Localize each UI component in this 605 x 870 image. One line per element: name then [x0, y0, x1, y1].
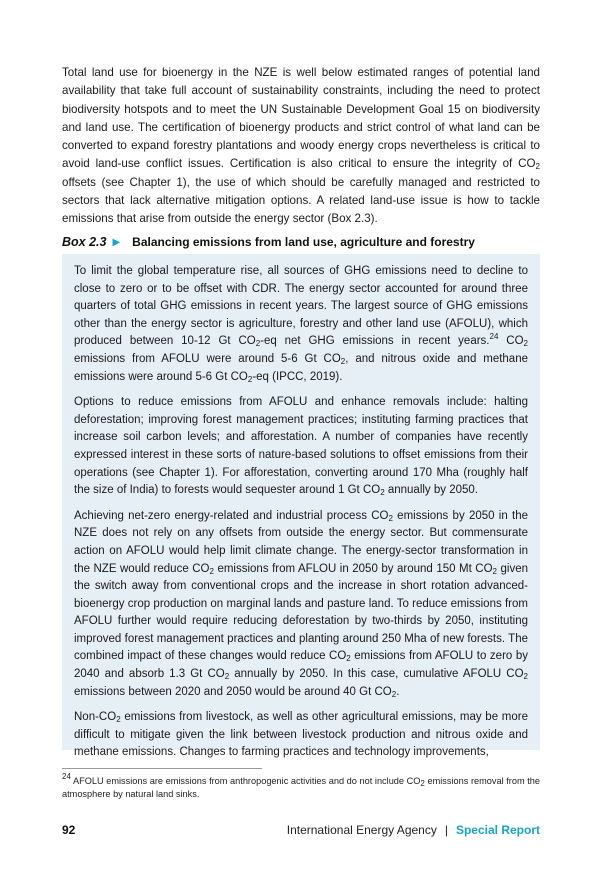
- publisher-name: International Energy Agency: [286, 823, 437, 837]
- box-title: [62, 233, 540, 251]
- box-heading: Balancing emissions from land use, agriculture and forestry: [132, 235, 475, 249]
- page-number: 92: [62, 823, 76, 837]
- intro-paragraph: Total land use for bioenergy in the NZE is well below estimated ranges of potential land availability that take full account of sustainability constraints, including the need to protect biodiversity hotspots and to meet the UN Sustainable Development Goal 15 on biodiversity and land use. The certification of bioenergy products and strict control of what land can be converted to expand forestry plantations and woody energy crops nevertheless is critical to avoid land-use conflict issues. Certification is also critical to ensure the integrity of $CO_2$ offsets (see Chapter 1), the use of which should be carefully managed and restricted to sectors that lack alternative mitigation options. A related land-use issue is how to tackle emissions that arise from outside the energy sector (Box 2.3).: [62, 66, 540, 226]
- footnote: $^{24}$ AFOLU emissions are emissions from anthropogenic activities and do not include $CO_2$ emissions removal from the atmosphere by natural land sinks.: [62, 772, 540, 799]
- page-footer: [62, 822, 540, 838]
- footnote-divider: [62, 768, 262, 769]
- box-panel: [62, 254, 540, 759]
- footer-divider: |: [444, 823, 448, 837]
- box-paragraph-3: Achieving net-zero energy-related and industrial process $CO_2$ emissions by 2050 in the NZE does not rely on any offsets from outside the energy sector. But commensurate action on AFOLU would help limit climate change. The energy-sector transformation in the NZE would reduce $CO_2$ emissions from AFLOU in 2050 by around 150 Mt $CO_2$ given the switch away from conventional crops and the increase in short rotation advanced-bioenergy crop production on marginal lands and pasture land. To reduce emissions from AFOLU further would require reducing deforestation by two-thirds by 2050, instituting improved forest management practices and planting around 250 Mha of new forests. The combined impact of these changes would reduce $CO_2$ emissions from AFOLU to zero by 2040 and absorb 1.3 Gt $CO_2$ annually by 2050. In this case, cumulative AFOLU $CO_2$ emissions between 2020 and 2050 would be around 40 Gt $CO_2$.: [74, 509, 528, 699]
- footnote-number: 24: [62, 772, 71, 781]
- report-type: Special Report: [455, 823, 540, 837]
- triangle-right-icon: ▶: [112, 236, 121, 248]
- box-paragraph-2: Options to reduce emissions from AFOLU and enhance removals include: halting deforestation; improving forest management practices; instituting farming practices that increase soil carbon levels; and afforestation. A number of companies have recently expressed interest in these sorts of nature-based solutions to offset emissions from their operations (see Chapter 1). For afforestation, converting around 170 Mha (roughly half the size of India) to forests would sequester around 1 Gt $CO_2$ annually by 2050.: [74, 396, 528, 498]
- box-label: Box 2.3: [62, 235, 107, 249]
- footnote-ref: 24: [489, 332, 499, 342]
- box-paragraph-4: Non-$CO_2$ emissions from livestock, as well as other agricultural emissions, may be more difficult to mitigate given the link between livestock production and nitrous oxide and methane emissions. Changes to farming practices and technology improvements,: [74, 711, 528, 759]
- box-paragraph-1: To limit the global temperature rise, all sources of GHG emissions need to decline to close to zero or to be offset with CDR. The energy sector accounted for around three quarters of total GHG emissions in recent years. The largest source of GHG emissions other than the energy sector is agriculture, forestry and other land use (AFOLU), which produced between 10-12 Gt $CO_2-eq$ net GHG emissions in recent years.$^{24}$ $CO_2$ emissions from AFOLU were around 5-6 Gt $CO_2$, and nitrous oxide and methane emissions were around 5-6 Gt $CO_2-eq$ (IPCC, 2019).: [74, 265, 528, 384]
